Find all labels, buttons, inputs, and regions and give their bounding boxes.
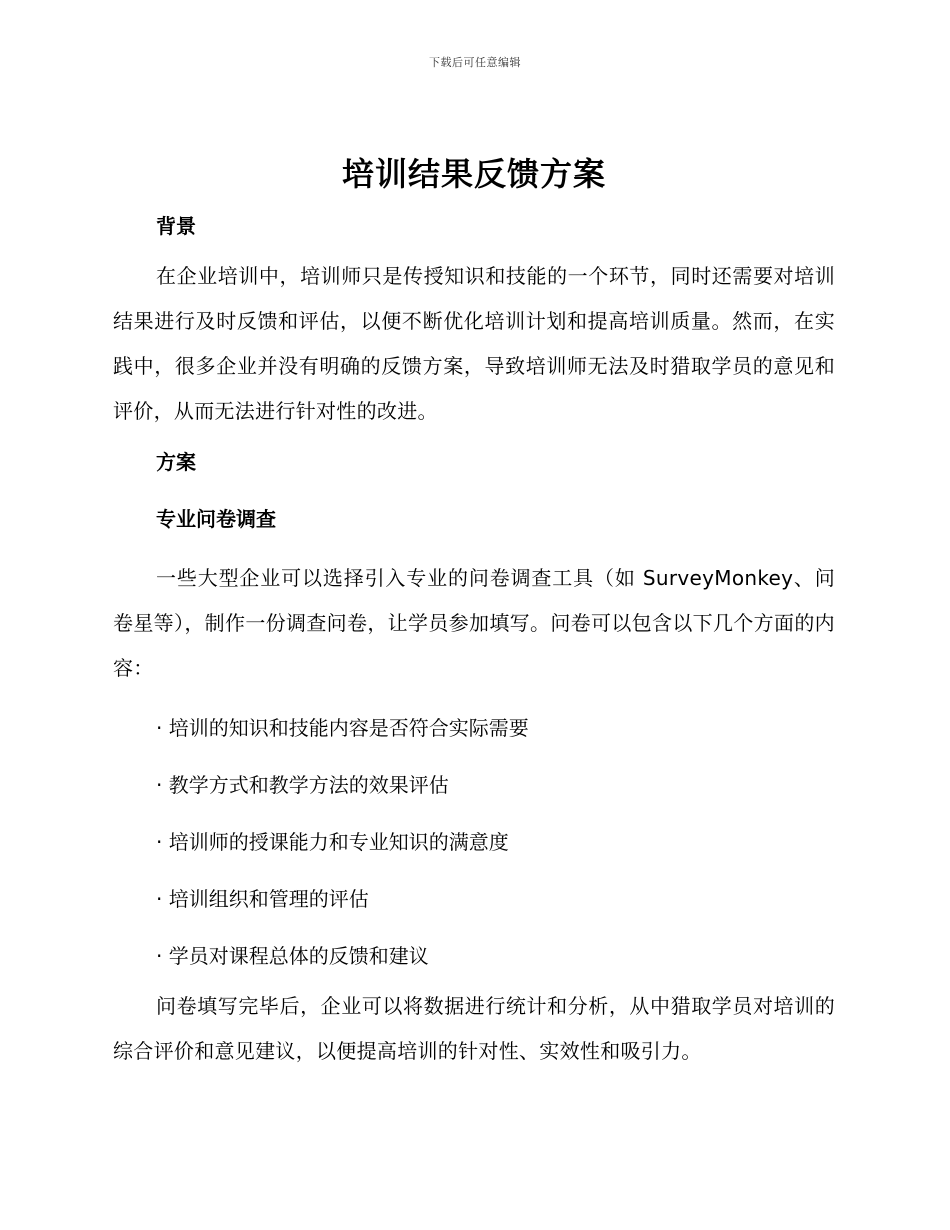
bullet-item: · 培训组织和管理的评估	[156, 887, 369, 911]
bullet-item: · 培训的知识和技能内容是否符合实际需要	[156, 716, 529, 740]
paragraph-survey-after: 问卷填写完毕后，企业可以将数据进行统计和分析，从中猎取学员对培训的综合评价和意见建议，以便提高培训的针对性、实效性和吸引力。	[113, 994, 835, 1063]
heading-survey: 专业问卷调查	[156, 507, 276, 531]
paragraph-background: 在企业培训中，培训师只是传授知识和技能的一个环节，同时还需要对培训结果进行及时反馈和评估，以便不断优化培训计划和提高培训质量。然而，在实践中，很多企业并没有明确的反馈方案，导致培训师无法及时猎取学员的意见和评价，从而无法进行针对性的改进。	[113, 264, 835, 423]
bullet-item: · 教学方式和教学方法的效果评估	[156, 773, 449, 797]
heading-plan: 方案	[156, 450, 196, 474]
paragraph-survey-intro: 一些大型企业可以选择引入专业的问卷调查工具（如 SurveyMonkey、问卷星等），制作一份调查问卷，让学员参加填写。问卷可以包含以下几个方面的内容：	[113, 566, 835, 680]
bullet-item: · 培训师的授课能力和专业知识的满意度	[156, 830, 509, 854]
bullet-item: · 学员对课程总体的反馈和建议	[156, 944, 429, 968]
page-title: 培训结果反馈方案	[341, 155, 606, 193]
header-note: 下载后可任意编辑	[429, 56, 521, 69]
document-body	[113, 150, 835, 1074]
heading-background: 背景	[156, 214, 196, 238]
